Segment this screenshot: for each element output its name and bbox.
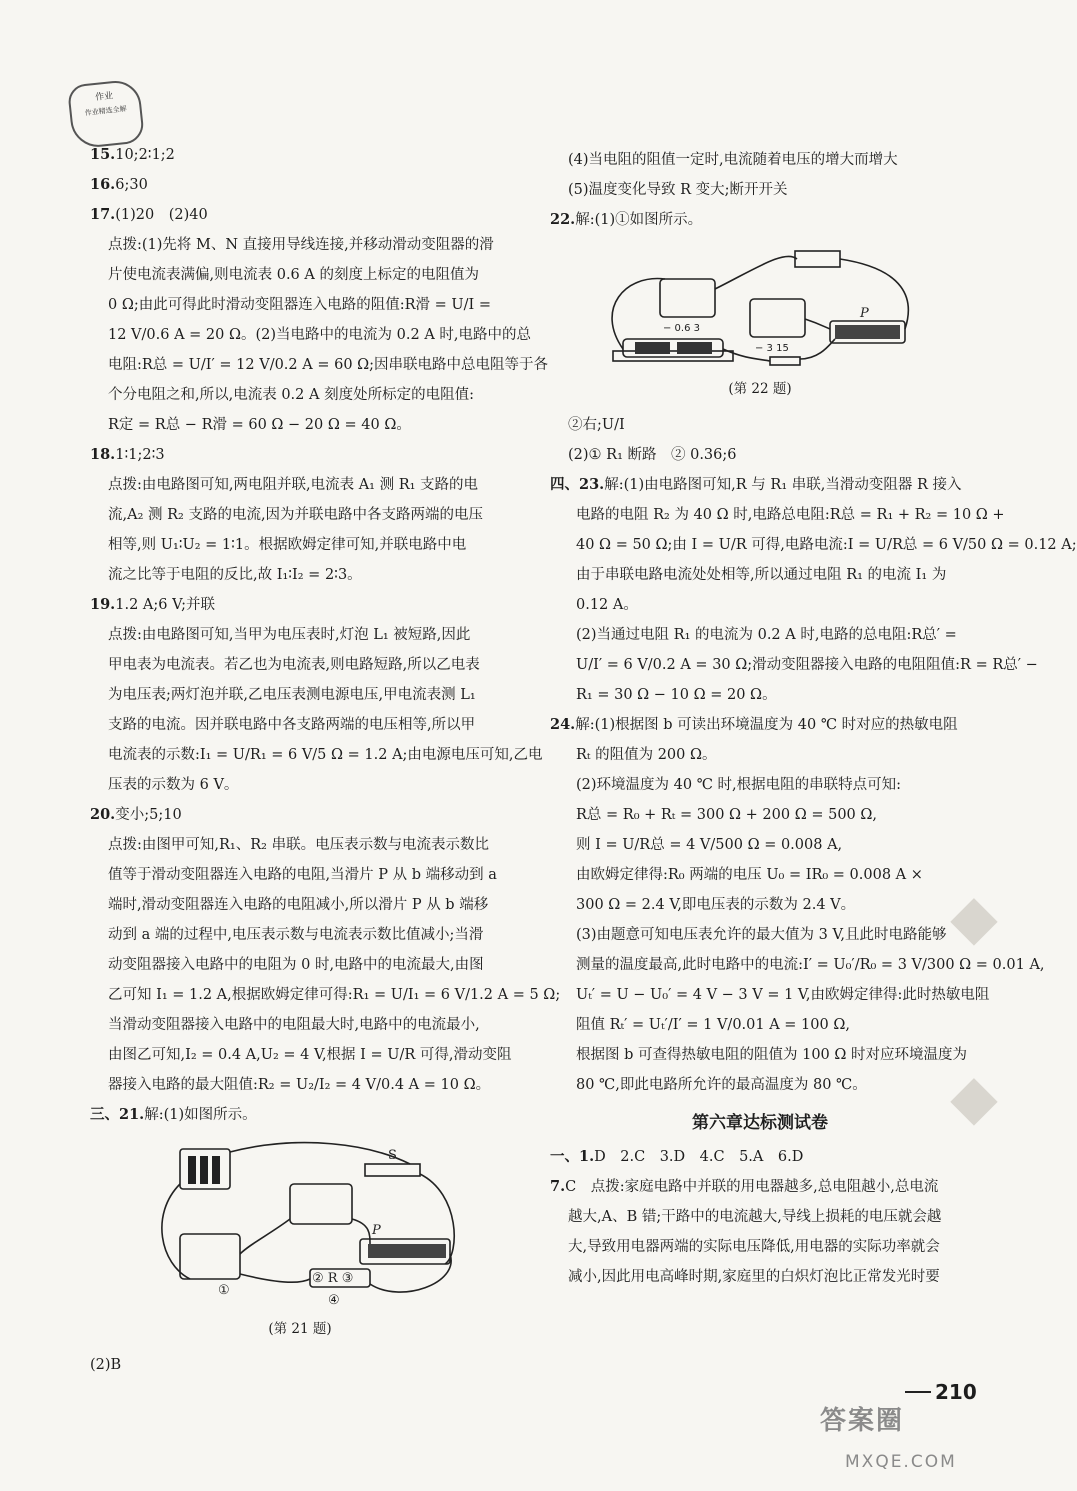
text-line: 15.10;2∶1;2 — [90, 146, 175, 163]
text-line: 点拨:由电路图可知,当甲为电压表时,灯泡 L₁ 被短路,因此 — [108, 627, 471, 643]
text-line: 甲电表为电流表。若乙也为电流表,则电路短路,所以乙电表 — [108, 657, 480, 673]
text-line: (3)由题意可知电压表允许的最大值为 3 V,且此时电路能够 — [576, 927, 947, 943]
text-line: 个分电阻之和,所以,电流表 0.2 A 刻度处所标定的电阻值: — [108, 387, 474, 403]
figure-22 — [550, 239, 970, 404]
text-line: 乙可知 I₁ = 1.2 A,根据欧姆定律可得:R₁ = U/I₁ = 6 V/1.2 A = 5 Ω; — [108, 987, 561, 1003]
page-number-rule — [905, 1391, 931, 1393]
text-line: 80 ℃,即此电路所允许的最高温度为 80 ℃。 — [576, 1077, 867, 1093]
text-line: R总 = R₀ + Rₜ = 300 Ω + 200 Ω = 500 Ω, — [576, 807, 878, 823]
circuit-diagram-22 — [605, 239, 925, 374]
text-line: ②右;U/I — [568, 417, 625, 433]
circuit-diagram-21 — [140, 1134, 470, 1314]
text-line: 阻值 Rₜ′ = Uₜ′/I′ = 1 V/0.01 A = 100 Ω, — [576, 1017, 850, 1033]
text-line: 则 I = U/R总 = 4 V/500 Ω = 0.008 A, — [576, 837, 843, 853]
text-line: 支路的电流。因并联电路中各支路两端的电压相等,所以甲 — [108, 717, 476, 733]
text-line: Uₜ′ = U − U₀′ = 4 V − 3 V = 1 V,由欧姆定律得:此时热敏电阻 — [576, 987, 990, 1003]
text-line: 动到 a 端的过程中,电压表示数与电流表示数比值减小;当滑 — [108, 927, 484, 943]
chapter-title: 第六章达标测试卷 — [692, 1113, 828, 1133]
right-column — [550, 145, 1077, 1292]
text-line: 点拨:由电路图可知,两电阻并联,电流表 A₁ 测 R₁ 支路的电 — [108, 477, 479, 493]
right-answer-lines — [550, 145, 970, 235]
text-line: 大,导致用电器两端的实际电压降低,用电器的实际功率就会 — [568, 1239, 940, 1255]
label-p: P — [372, 1223, 381, 1238]
ammeter-label: − 0.6 3 — [663, 323, 701, 334]
text-line: 20.变小;5;10 — [90, 806, 182, 823]
label-4: ④ — [328, 1293, 340, 1308]
side-decoration: ◆ — [950, 1060, 998, 1133]
publisher-stamp-logo: 作业 作业精选全解 — [67, 78, 145, 149]
text-line: 由于串联电路电流处处相等,所以通过电阻 R₁ 的电流 I₁ 为 — [576, 567, 947, 583]
figure-21 — [90, 1134, 510, 1344]
voltmeter-label: − 3 15 — [755, 343, 789, 354]
answer-21-2: (2)B — [90, 1357, 122, 1373]
text-line: 40 Ω = 50 Ω;由 I = U/R 可得,电路电流:I = U/R总 = 6 V/50 Ω = 0.12 A; — [576, 537, 1077, 553]
label-p: P — [860, 306, 869, 321]
text-line: 四、23.解:(1)由电路图可知,R 与 R₁ 串联,当滑动变阻器 R 接入 — [550, 476, 962, 493]
label-s: S — [388, 1148, 397, 1163]
text-line: 测量的温度最高,此时电路中的电流:I′ = U₀′/R₀ = 3 V/300 Ω = 0.01 A, — [576, 957, 1045, 973]
text-line: 12 V/0.6 A = 20 Ω。(2)当电路中的电流为 0.2 A 时,电路中的总 — [108, 327, 532, 343]
text-line: U/I′ = 6 V/0.2 A = 30 Ω;滑动变阻器接入电路的电阻阻值:R = R总′ − — [576, 657, 1038, 673]
text-line: 为电压表;两灯泡并联,乙电压表测电源电压,甲电流表测 L₁ — [108, 687, 476, 703]
right-answer-lines-3 — [550, 1142, 970, 1292]
text-line: 减小,因此用电高峰时期,家庭里的白炽灯泡比正常发光时要 — [568, 1269, 940, 1285]
text-line: 片使电流表满偏,则电流表 0.6 A 的刻度上标定的电阻值为 — [108, 267, 479, 283]
left-answer-lines — [90, 140, 561, 1130]
text-line: 动变阻器接入电路中的电阻为 0 时,电路中的电流最大,由图 — [108, 957, 484, 973]
text-line: 当滑动变阻器接入电路中的电阻最大时,电路中的电流最小, — [108, 1017, 480, 1033]
text-line: 流,A₂ 测 R₂ 支路的电流,因为并联电路中各支路两端的电压 — [108, 507, 484, 523]
text-line: R₁ = 30 Ω − 10 Ω = 20 Ω。 — [576, 687, 777, 703]
text-line: Rₜ 的阻值为 200 Ω。 — [576, 747, 717, 763]
text-line: (2)① R₁ 断路 ② 0.36;6 — [568, 447, 737, 463]
watermark-logo: 答案圈 — [820, 1406, 905, 1436]
text-line: 器接入电路的最大阻值:R₂ = U₂/I₂ = 4 V/0.4 A = 10 Ω。 — [108, 1077, 491, 1093]
text-line: (5)温度变化导致 R 变大;断开开关 — [568, 182, 788, 198]
text-line: 由图乙可知,I₂ = 0.4 A,U₂ = 4 V,根据 I = U/R 可得,滑动变阻 — [108, 1047, 512, 1063]
text-line: 0.12 A。 — [576, 597, 638, 613]
text-line: 点拨:(1)先将 M、N 直接用导线连接,并移动滑动变阻器的滑 — [108, 237, 494, 253]
text-line: 电路的电阻 R₂ 为 40 Ω 时,电路总电阻:R总 = R₁ + R₂ = 10 Ω + — [576, 507, 1005, 523]
figure-22-caption: (第 22 题) — [728, 381, 792, 397]
text-line: 三、21.解:(1)如图所示。 — [90, 1106, 257, 1123]
text-line: (4)当电阻的阻值一定时,电流随着电压的增大而增大 — [568, 152, 898, 168]
text-line: 值等于滑动变阻器连入电路的电阻,当滑片 P 从 b 端移动到 a — [108, 867, 497, 883]
text-line: 点拨:由图甲可知,R₁、R₂ 串联。电压表示数与电流表示数比 — [108, 837, 490, 853]
text-line: (2)环境温度为 40 ℃ 时,根据电阻的串联特点可知: — [576, 777, 902, 793]
text-line: 300 Ω = 2.4 V,即电压表的示数为 2.4 V。 — [576, 897, 856, 913]
text-line: R定 = R总 − R滑 = 60 Ω − 20 Ω = 40 Ω。 — [108, 417, 411, 433]
text-line: (2)当通过电阻 R₁ 的电流为 0.2 A 时,电路的总电阻:R总′ = — [576, 627, 957, 643]
figure-21-caption: (第 21 题) — [268, 1321, 332, 1337]
text-line: 19.1.2 A;6 V;并联 — [90, 596, 215, 613]
text-line: 16.6;30 — [90, 176, 148, 193]
watermark-url: MXQE.COM — [845, 1452, 957, 1472]
text-line: 一、1.D 2.C 3.D 4.C 5.A 6.D — [550, 1148, 804, 1165]
page-number: 210 — [935, 1380, 977, 1404]
text-line: 端时,滑动变阻器连入电路的电阻减小,所以滑片 P 从 b 端移 — [108, 897, 489, 913]
text-line: 流之比等于电阻的反比,故 I₁∶I₂ = 2∶3。 — [108, 567, 362, 583]
right-answer-lines-2 — [550, 410, 1077, 1100]
text-line: 7.C 点拨:家庭电路中并联的用电器越多,总电阻越小,总电流 — [550, 1178, 939, 1195]
text-line: 0 Ω;由此可得此时滑动变阻器连入电路的阻值:R滑 = U/I = — [108, 297, 492, 313]
text-line: 越大,A、B 错;干路中的电流越大,导线上损耗的电压就会越 — [568, 1209, 942, 1225]
text-line: 22.解:(1)①如图所示。 — [550, 211, 703, 228]
text-line: 电流表的示数:I₁ = U/R₁ = 6 V/5 Ω = 1.2 A;由电源电压可知,乙电 — [108, 747, 543, 763]
text-line: 电阻:R总 = U/I′ = 12 V/0.2 A = 60 Ω;因串联电路中总电阻等于各 — [108, 357, 549, 373]
label-r: ② R ③ — [312, 1271, 354, 1286]
text-line: 相等,则 U₁∶U₂ = 1∶1。根据欧姆定律可知,并联电路中电 — [108, 537, 467, 553]
text-line: 18.1∶1;2∶3 — [90, 446, 165, 463]
text-line: 压表的示数为 6 V。 — [108, 777, 239, 793]
label-1: ① — [218, 1283, 230, 1298]
text-line: 17.(1)20 (2)40 — [90, 206, 208, 223]
side-decoration: ◆ — [950, 880, 998, 953]
text-line: 24.解:(1)根据图 b 可读出环境温度为 40 ℃ 时对应的热敏电阻 — [550, 716, 958, 733]
left-column — [90, 140, 561, 1380]
text-line: 由欧姆定律得:R₀ 两端的电压 U₀ = IR₀ = 0.008 A × — [576, 867, 923, 883]
text-line: 根据图 b 可查得热敏电阻的阻值为 100 Ω 时对应环境温度为 — [576, 1047, 968, 1063]
